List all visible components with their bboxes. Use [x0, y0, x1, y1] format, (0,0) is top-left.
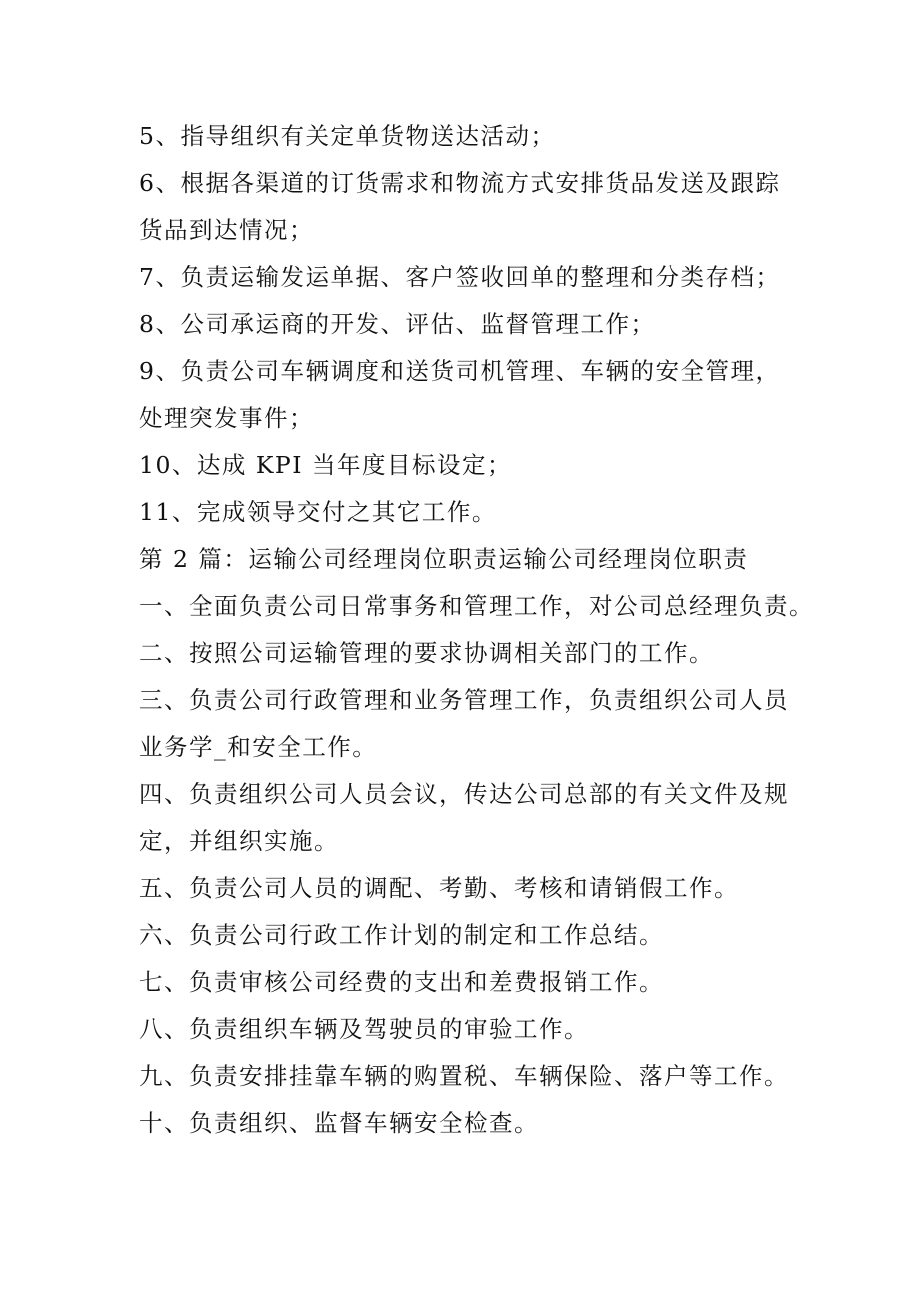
document-body [139, 113, 814, 1147]
text-line: 十、负责组织、监督车辆安全检查。 [139, 1109, 539, 1137]
text-line: 8、公司承运商的开发、评估、监督管理工作； [139, 310, 656, 338]
text-line: 7、负责运输发运单据、客户签收回单的整理和分类存档； [139, 263, 781, 291]
text-line: 定，并组织实施。 [139, 827, 339, 855]
text-line: 五、负责公司人员的调配、考勤、考核和请销假工作。 [139, 874, 739, 902]
text-line: 货品到达情况； [139, 216, 314, 244]
text-line: 9、负责公司车辆调度和送货司机管理、车辆的安全管理， [139, 357, 781, 385]
text-line: 七、负责审核公司经费的支出和差费报销工作。 [139, 968, 664, 996]
text-line: 一、全面负责公司日常事务和管理工作，对公司总经理负责。 [139, 592, 814, 620]
text-line: 二、按照公司运输管理的要求协调相关部门的工作。 [139, 639, 714, 667]
text-line: 六、负责公司行政工作计划的制定和工作总结。 [139, 921, 664, 949]
text-line: 三、负责公司行政管理和业务管理工作，负责组织公司人员 [139, 686, 789, 714]
text-line: 11、完成领导交付之其它工作。 [139, 498, 497, 526]
text-line: 处理突发事件； [139, 404, 314, 432]
text-line: 八、负责组织车辆及驾驶员的审验工作。 [139, 1015, 589, 1043]
text-line: 四、负责组织公司人员会议，传达公司总部的有关文件及规 [139, 780, 789, 808]
text-line: 6、根据各渠道的订货需求和物流方式安排货品发送及跟踪 [139, 169, 781, 197]
section-heading: 第 2 篇：运输公司经理岗位职责运输公司经理岗位职责 [139, 545, 749, 573]
text-line: 业务学_和安全工作。 [139, 733, 378, 761]
text-line: 九、负责安排挂靠车辆的购置税、车辆保险、落户等工作。 [139, 1062, 789, 1090]
text-line: 10、达成 KPI 当年度目标设定； [139, 451, 512, 479]
text-line: 5、指导组织有关定单货物送达活动； [139, 122, 556, 150]
